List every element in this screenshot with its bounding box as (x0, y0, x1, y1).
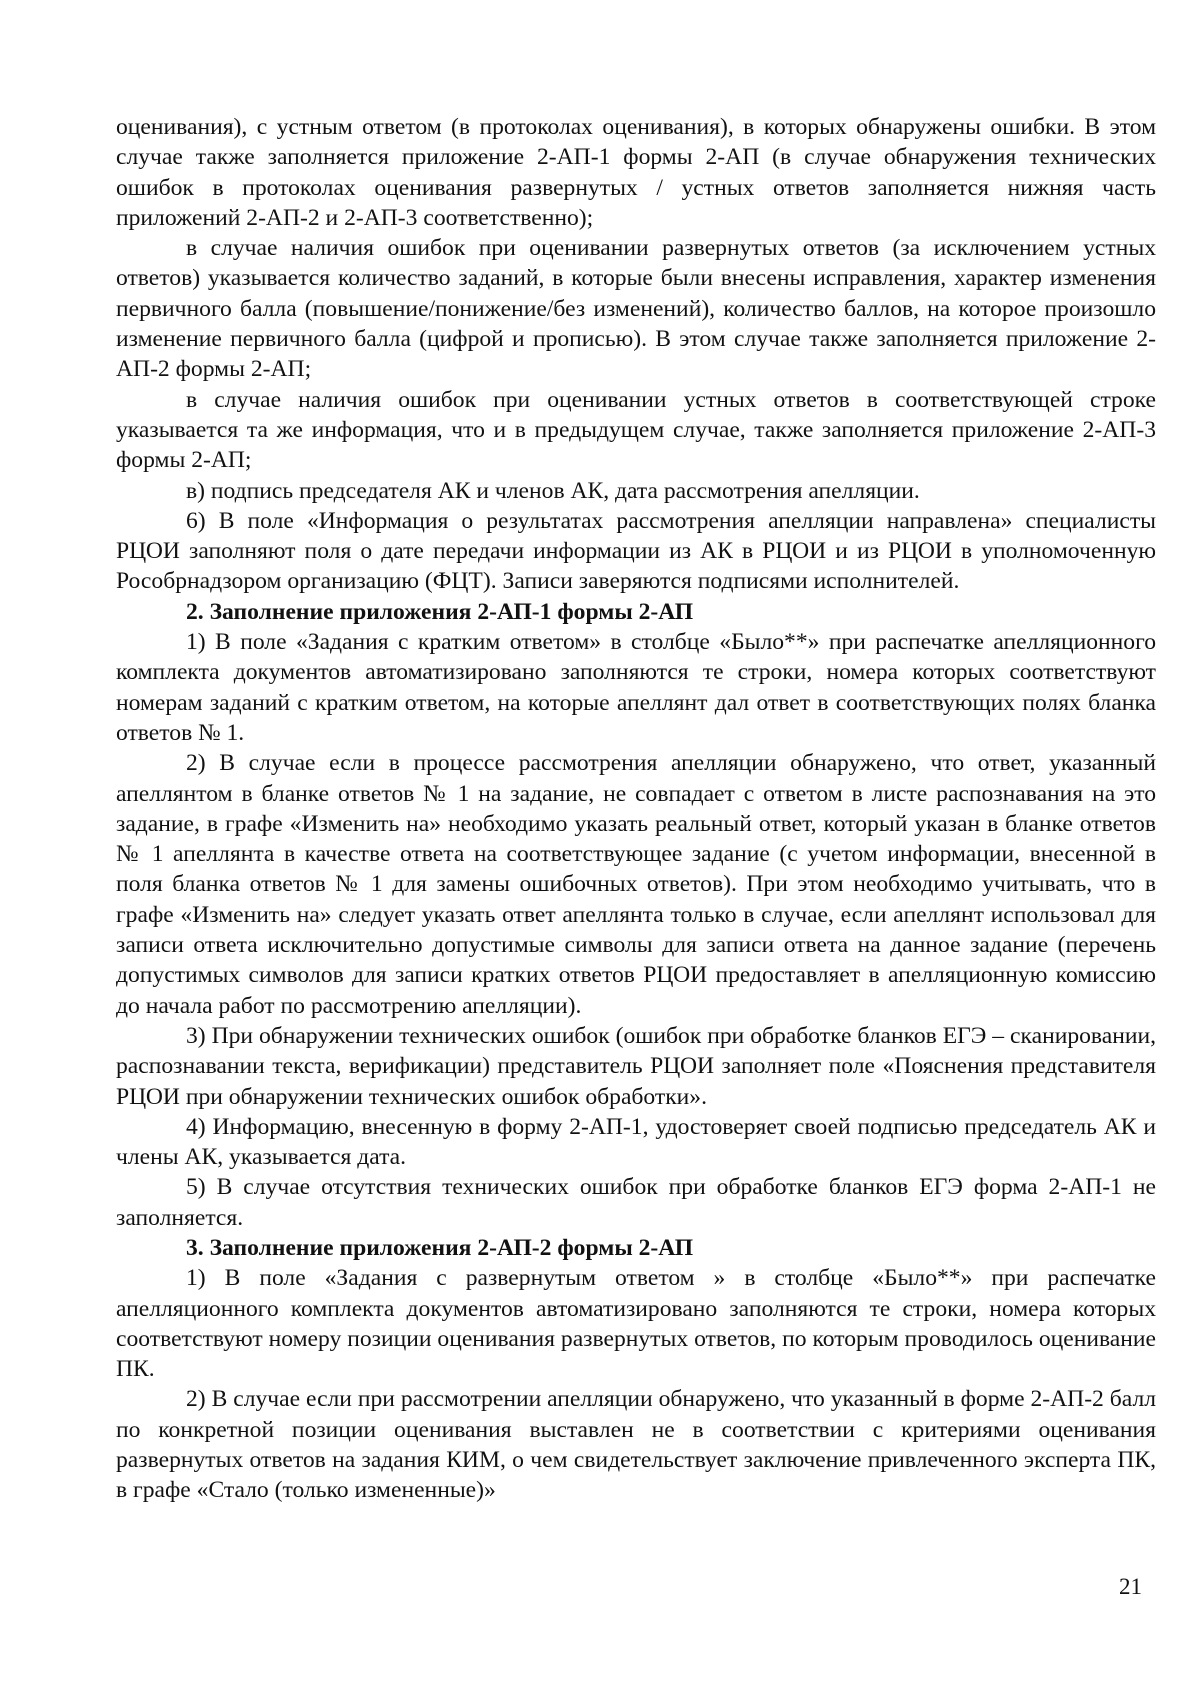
paragraph: оценивания), с устным ответом (в протоколах оценивания), в которых обнаружены ошибки. В этом случае также заполняется приложение 2-АП-1 формы 2-АП (в случае обнаружения технических ошибок в протоколах оценивания развернутых / устных ответов заполняется нижняя часть приложений 2-АП-2 и 2-АП-3 соответственно); (116, 114, 1156, 231)
paragraph: 4) Информацию, внесенную в форму 2-АП-1, удостоверяет своей подписью председатель АК и члены АК, указывается дата. (116, 1113, 1156, 1171)
paragraph: 2) В случае если при рассмотрении апелляции обнаружено, что указанный в форме 2-АП-2 балл по конкретной позиции оценивания выставлен не в соответствии с критериями оценивания развернутых ответов на задания КИМ, о чем свидетельствует заключение привлеченного эксперта ПК, в графе «Стало (только измененные)» (116, 1386, 1156, 1504)
paragraph: 2) В случае если в процессе рассмотрения апелляции обнаружено, что ответ, указанный апеллянтом в бланке ответов № 1 на задание, не совпадает с ответом в листе распознавания на это задание, в графе «Изменить на» необходимо указать реальный ответ, который указан в бланке ответов № 1 апеллянта в качестве ответа на соответствующее задание (с учетом информации, внесенной в поля бланка ответов № 1 для замены ошибочных ответов). При этом необходимо учитывать, что в графе «Изменить на» следует указать ответ апеллянта только в случае, если апеллянт использовал для записи ответа исключительно допустимые символы для записи ответа на данное задание (перечень допустимых символов для записи кратких ответов РЦОИ предоставляет в апелляционную комиссию до начала работ по рассмотрению апелляции). (116, 750, 1156, 1019)
page-number: 21 (1119, 1574, 1142, 1599)
paragraph: в случае наличия ошибок при оценивании устных ответов в соответствующей строке указывается та же информация, что и в предыдущем случае, также заполняется приложение 2-АП-3 формы 2-АП; (116, 386, 1156, 474)
paragraph: 1) В поле «Задания с развернутым ответом » в столбце «Было**» при распечатке апелляционного комплекта документов автоматизировано заполняются те строки, номера которых соответствуют номеру позиции оценивания развернутых ответов, по которым проводилось оценивание ПК. (116, 1265, 1156, 1383)
section-heading: 3. Заполнение приложения 2-АП-2 формы 2-АП (186, 1234, 694, 1261)
paragraph: в случае наличия ошибок при оценивании развернутых ответов (за исключением устных ответов) указывается количество заданий, в которые были внесены исправления, характер изменения первичного балла (повышение/понижение/без изменений), количество баллов, на которое произошло изменение первичного балла (цифрой и прописью). В этом случае также заполняется приложение 2-АП-2 формы 2-АП; (116, 235, 1156, 383)
section-heading: 2. Заполнение приложения 2-АП-1 формы 2-АП (186, 598, 694, 625)
paragraph: в) подпись председателя АК и членов АК, дата рассмотрения апелляции. (186, 477, 920, 504)
paragraph: 5) В случае отсутствия технических ошибок при обработке бланков ЕГЭ форма 2-АП-1 не заполняется. (116, 1174, 1156, 1231)
paragraph: 1) В поле «Задания с кратким ответом» в столбце «Было**» при распечатке апелляционного комплекта документов автоматизировано заполняются те строки, номера которых соответствуют номерам заданий с кратким ответом, на которые апеллянт дал ответ в соответствующих полях бланка ответов № 1. (116, 629, 1156, 746)
document-body (116, 112, 1156, 1506)
paragraph: 6) В поле «Информация о результатах рассмотрения апелляции направлена» специалисты РЦОИ заполняют поля о дате передачи информации из АК в РЦОИ и из РЦОИ в уполномоченную Рособрнадзором организацию (ФЦТ). Записи заверяются подписями исполнителей. (116, 507, 1156, 595)
paragraph: 3) При обнаружении технических ошибок (ошибок при обработке бланков ЕГЭ – сканировании, распознавании текста, верификации) представитель РЦОИ заполняет поле «Пояснения представителя РЦОИ при обнаружении технических ошибок обработки». (116, 1022, 1156, 1110)
